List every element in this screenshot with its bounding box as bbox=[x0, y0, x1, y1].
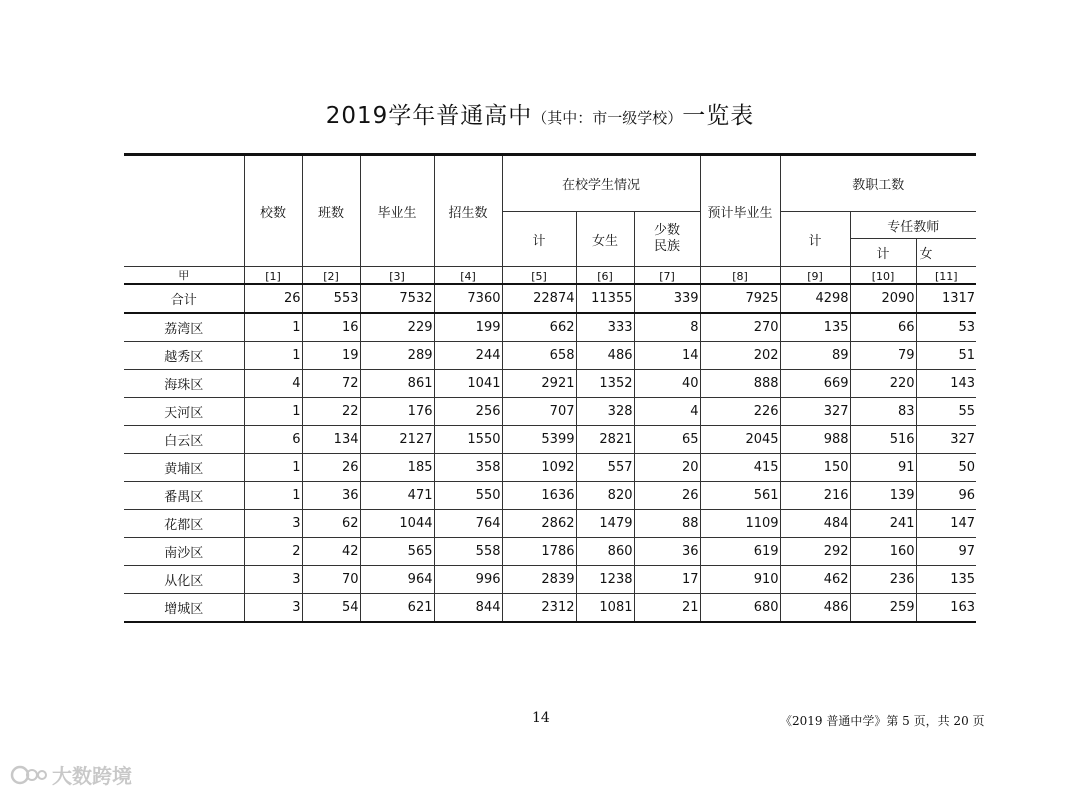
table-cell: 1 bbox=[244, 454, 302, 482]
district-name: 合计 bbox=[124, 284, 244, 313]
header-students: 在校学生情况 bbox=[502, 155, 700, 212]
table-cell: 1044 bbox=[360, 510, 434, 538]
table-cell: 680 bbox=[700, 594, 780, 623]
table-cell: 486 bbox=[780, 594, 850, 623]
table-cell: 216 bbox=[780, 482, 850, 510]
table-cell: 415 bbox=[700, 454, 780, 482]
table-cell: 658 bbox=[502, 342, 576, 370]
district-name: 越秀区 bbox=[124, 342, 244, 370]
table-cell: 1238 bbox=[576, 566, 634, 594]
watermark bbox=[10, 760, 132, 789]
table-cell: 888 bbox=[700, 370, 780, 398]
header-enrollment: 招生数 bbox=[434, 155, 502, 267]
table-cell: 861 bbox=[360, 370, 434, 398]
header-teachers-total: 计 bbox=[850, 239, 916, 267]
table-row bbox=[124, 313, 976, 342]
table-cell: 244 bbox=[434, 342, 502, 370]
header-graduates: 毕业生 bbox=[360, 155, 434, 267]
table-cell: 1786 bbox=[502, 538, 576, 566]
table-cell: 5399 bbox=[502, 426, 576, 454]
table-cell: 83 bbox=[850, 398, 916, 426]
table-cell: 707 bbox=[502, 398, 576, 426]
table-cell: 292 bbox=[780, 538, 850, 566]
column-index: [2] bbox=[302, 267, 360, 285]
table-cell: 134 bbox=[302, 426, 360, 454]
column-index: [5] bbox=[502, 267, 576, 285]
column-index: [10] bbox=[850, 267, 916, 285]
table-cell: 621 bbox=[360, 594, 434, 623]
table-cell: 20 bbox=[634, 454, 700, 482]
table-cell: 97 bbox=[916, 538, 976, 566]
table-cell: 96 bbox=[916, 482, 976, 510]
header-students-female: 女生 bbox=[576, 212, 634, 267]
table-cell: 1317 bbox=[916, 284, 976, 313]
table-cell: 1 bbox=[244, 482, 302, 510]
table-cell: 3 bbox=[244, 594, 302, 623]
table-cell: 333 bbox=[576, 313, 634, 342]
table-cell: 910 bbox=[700, 566, 780, 594]
table-cell: 996 bbox=[434, 566, 502, 594]
total-row bbox=[124, 284, 976, 313]
table-cell: 662 bbox=[502, 313, 576, 342]
watermark-text: 大数跨境 bbox=[52, 764, 132, 788]
table-row bbox=[124, 454, 976, 482]
table-cell: 2839 bbox=[502, 566, 576, 594]
table-cell: 2821 bbox=[576, 426, 634, 454]
header-staff-total: 计 bbox=[780, 212, 850, 267]
document-title bbox=[0, 97, 1080, 130]
header-schools: 校数 bbox=[244, 155, 302, 267]
table-cell: 147 bbox=[916, 510, 976, 538]
table-cell: 3 bbox=[244, 510, 302, 538]
table-row bbox=[124, 594, 976, 623]
table-cell: 40 bbox=[634, 370, 700, 398]
table-cell: 988 bbox=[780, 426, 850, 454]
table-cell: 2127 bbox=[360, 426, 434, 454]
table-cell: 22 bbox=[302, 398, 360, 426]
district-name: 天河区 bbox=[124, 398, 244, 426]
table-cell: 2045 bbox=[700, 426, 780, 454]
table-cell: 2312 bbox=[502, 594, 576, 623]
table-cell: 7925 bbox=[700, 284, 780, 313]
district-name: 荔湾区 bbox=[124, 313, 244, 342]
district-name: 增城区 bbox=[124, 594, 244, 623]
table-row bbox=[124, 370, 976, 398]
header-students-total: 计 bbox=[502, 212, 576, 267]
table-cell: 3 bbox=[244, 566, 302, 594]
table-cell: 54 bbox=[302, 594, 360, 623]
table-cell: 229 bbox=[360, 313, 434, 342]
table-cell: 1479 bbox=[576, 510, 634, 538]
table-body bbox=[124, 284, 976, 622]
table-row bbox=[124, 426, 976, 454]
table-cell: 139 bbox=[850, 482, 916, 510]
table-cell: 160 bbox=[850, 538, 916, 566]
table-cell: 484 bbox=[780, 510, 850, 538]
table-cell: 26 bbox=[302, 454, 360, 482]
table-cell: 88 bbox=[634, 510, 700, 538]
table-cell: 486 bbox=[576, 342, 634, 370]
table-cell: 236 bbox=[850, 566, 916, 594]
district-name: 番禺区 bbox=[124, 482, 244, 510]
table-cell: 2862 bbox=[502, 510, 576, 538]
table-cell: 820 bbox=[576, 482, 634, 510]
column-index: [3] bbox=[360, 267, 434, 285]
table-cell: 72 bbox=[302, 370, 360, 398]
column-index: [11] bbox=[916, 267, 976, 285]
title-suffix: 一览表 bbox=[682, 103, 755, 129]
table-cell: 36 bbox=[302, 482, 360, 510]
table-cell: 65 bbox=[634, 426, 700, 454]
header-blank bbox=[124, 155, 244, 267]
table-cell: 16 bbox=[302, 313, 360, 342]
table-cell: 270 bbox=[700, 313, 780, 342]
table-row bbox=[124, 510, 976, 538]
column-index: [6] bbox=[576, 267, 634, 285]
column-index: [7] bbox=[634, 267, 700, 285]
table-cell: 1636 bbox=[502, 482, 576, 510]
table-cell: 199 bbox=[434, 313, 502, 342]
table-cell: 36 bbox=[634, 538, 700, 566]
table-cell: 1 bbox=[244, 398, 302, 426]
table-cell: 358 bbox=[434, 454, 502, 482]
table-cell: 471 bbox=[360, 482, 434, 510]
table-cell: 51 bbox=[916, 342, 976, 370]
district-name: 海珠区 bbox=[124, 370, 244, 398]
table-cell: 163 bbox=[916, 594, 976, 623]
table-cell: 202 bbox=[700, 342, 780, 370]
table-cell: 339 bbox=[634, 284, 700, 313]
table-cell: 135 bbox=[780, 313, 850, 342]
table-row bbox=[124, 538, 976, 566]
watermark-logo-icon bbox=[10, 763, 48, 787]
table-cell: 669 bbox=[780, 370, 850, 398]
table-cell: 21 bbox=[634, 594, 700, 623]
table-cell: 143 bbox=[916, 370, 976, 398]
table-cell: 4 bbox=[244, 370, 302, 398]
table-cell: 2090 bbox=[850, 284, 916, 313]
table-cell: 565 bbox=[360, 538, 434, 566]
table-cell: 14 bbox=[634, 342, 700, 370]
table-cell: 289 bbox=[360, 342, 434, 370]
table-cell: 150 bbox=[780, 454, 850, 482]
table-cell: 2921 bbox=[502, 370, 576, 398]
table-cell: 1 bbox=[244, 313, 302, 342]
table-cell: 62 bbox=[302, 510, 360, 538]
schools-table bbox=[124, 153, 976, 623]
table-cell: 259 bbox=[850, 594, 916, 623]
page-footer: 《2019 普通中学》第 5 页，共 20 页 bbox=[780, 714, 985, 728]
table-cell: 11355 bbox=[576, 284, 634, 313]
table-cell: 241 bbox=[850, 510, 916, 538]
table-cell: 8 bbox=[634, 313, 700, 342]
table-cell: 2 bbox=[244, 538, 302, 566]
table-cell: 185 bbox=[360, 454, 434, 482]
table-row bbox=[124, 398, 976, 426]
column-index-row bbox=[124, 267, 976, 285]
table-cell: 764 bbox=[434, 510, 502, 538]
header-teachers-female: 女 bbox=[916, 239, 976, 267]
table-cell: 220 bbox=[850, 370, 916, 398]
table-cell: 550 bbox=[434, 482, 502, 510]
table-cell: 1352 bbox=[576, 370, 634, 398]
title-sub: （其中：市一级学校） bbox=[532, 109, 683, 127]
column-index: [4] bbox=[434, 267, 502, 285]
table-cell: 844 bbox=[434, 594, 502, 623]
district-name: 白云区 bbox=[124, 426, 244, 454]
table-cell: 328 bbox=[576, 398, 634, 426]
column-index: [8] bbox=[700, 267, 780, 285]
page-number: 14 bbox=[532, 710, 550, 726]
table-cell: 26 bbox=[634, 482, 700, 510]
table-cell: 256 bbox=[434, 398, 502, 426]
table-cell: 19 bbox=[302, 342, 360, 370]
district-name: 花都区 bbox=[124, 510, 244, 538]
table-cell: 6 bbox=[244, 426, 302, 454]
table-cell: 964 bbox=[360, 566, 434, 594]
table-cell: 557 bbox=[576, 454, 634, 482]
district-name: 从化区 bbox=[124, 566, 244, 594]
title-main: 2019学年普通高中 bbox=[325, 103, 533, 129]
table-cell: 4 bbox=[634, 398, 700, 426]
table-cell: 22874 bbox=[502, 284, 576, 313]
district-name: 南沙区 bbox=[124, 538, 244, 566]
table-header bbox=[124, 155, 976, 267]
table-cell: 53 bbox=[916, 313, 976, 342]
district-name: 黄埔区 bbox=[124, 454, 244, 482]
table-cell: 42 bbox=[302, 538, 360, 566]
table-row bbox=[124, 482, 976, 510]
table-cell: 619 bbox=[700, 538, 780, 566]
header-expected-graduates: 预计毕业生 bbox=[700, 155, 780, 267]
table-cell: 79 bbox=[850, 342, 916, 370]
table-cell: 135 bbox=[916, 566, 976, 594]
table-cell: 1 bbox=[244, 342, 302, 370]
table-row bbox=[124, 342, 976, 370]
table-cell: 17 bbox=[634, 566, 700, 594]
column-index: [9] bbox=[780, 267, 850, 285]
table-cell: 553 bbox=[302, 284, 360, 313]
column-index: [1] bbox=[244, 267, 302, 285]
table-cell: 1081 bbox=[576, 594, 634, 623]
header-classes: 班数 bbox=[302, 155, 360, 267]
table-cell: 226 bbox=[700, 398, 780, 426]
table-cell: 4298 bbox=[780, 284, 850, 313]
table-cell: 1109 bbox=[700, 510, 780, 538]
table-cell: 26 bbox=[244, 284, 302, 313]
table-cell: 516 bbox=[850, 426, 916, 454]
table-cell: 55 bbox=[916, 398, 976, 426]
table-cell: 327 bbox=[916, 426, 976, 454]
column-index: 甲 bbox=[124, 267, 244, 285]
table-cell: 1550 bbox=[434, 426, 502, 454]
table-cell: 462 bbox=[780, 566, 850, 594]
header-teachers: 专任教师 bbox=[850, 212, 976, 239]
table-cell: 561 bbox=[700, 482, 780, 510]
table-cell: 50 bbox=[916, 454, 976, 482]
table-row bbox=[124, 566, 976, 594]
table-cell: 89 bbox=[780, 342, 850, 370]
table-cell: 558 bbox=[434, 538, 502, 566]
header-staff: 教职工数 bbox=[780, 155, 976, 212]
table-cell: 7360 bbox=[434, 284, 502, 313]
table-cell: 70 bbox=[302, 566, 360, 594]
index-row-group bbox=[124, 267, 976, 285]
table-cell: 327 bbox=[780, 398, 850, 426]
table-cell: 1092 bbox=[502, 454, 576, 482]
table-cell: 176 bbox=[360, 398, 434, 426]
header-students-minority: 少数 民族 bbox=[634, 212, 700, 267]
table-cell: 1041 bbox=[434, 370, 502, 398]
table-cell: 860 bbox=[576, 538, 634, 566]
table-cell: 7532 bbox=[360, 284, 434, 313]
table-cell: 66 bbox=[850, 313, 916, 342]
table-cell: 91 bbox=[850, 454, 916, 482]
